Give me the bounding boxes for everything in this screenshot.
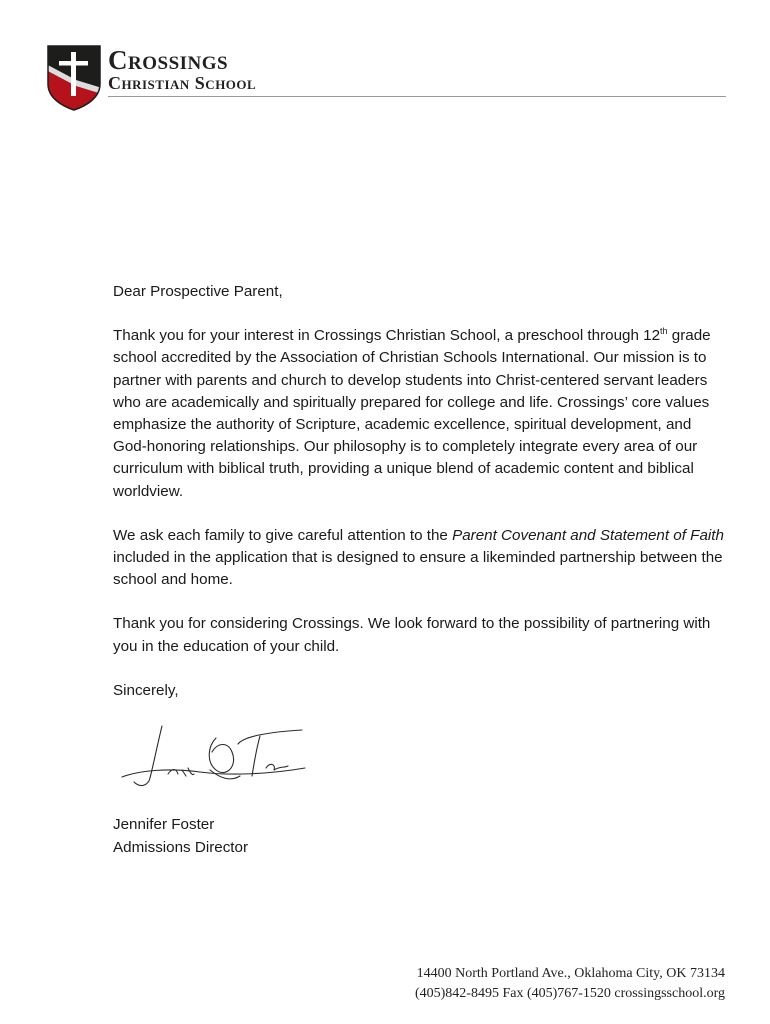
ordinal-superscript: th <box>660 326 668 337</box>
paragraph-covenant-text-b: included in the application that is designed to ensure a likeminded partnership between the school and home. <box>113 549 723 589</box>
signer-block <box>113 814 248 859</box>
paragraph-covenant <box>113 525 728 592</box>
signature <box>120 722 310 792</box>
school-name-line1: Crossings <box>108 45 229 75</box>
paragraph-intro <box>113 325 728 503</box>
school-name-line2: Christian School <box>108 73 257 93</box>
footer <box>415 964 725 1004</box>
signer-name: Jennifer Foster <box>113 816 215 833</box>
letter-body <box>113 281 728 724</box>
paragraph-covenant-text-a: We ask each family to give careful attention to the <box>113 526 453 544</box>
letterhead <box>46 44 726 104</box>
school-name <box>108 46 256 92</box>
paragraph-intro-text-b: grade school accredited by the Association of Christian Schools International. Our mission is to partner with parents and church to develop students into Christ-centered servant leaders who are academically and spiritually prepared for college and life. Crossings’ core values emphasize the authority of Scripture, academic excellence, spiritual development, and God-honoring relationships. Our philosophy is to completely integrate every area of our curriculum with biblical truth, providing a unique blend of academic content and biblical worldview. <box>113 327 711 500</box>
covenant-document-title: Parent Covenant and Statement of Faith <box>452 526 724 544</box>
closing: Sincerely, <box>113 681 179 699</box>
paragraph-thanks: Thank you for considering Crossings. We look forward to the possibility of partnering with you in the education of your child. <box>113 615 711 655</box>
shield-cross-icon <box>46 44 102 112</box>
salutation: Dear Prospective Parent, <box>113 283 283 300</box>
letterhead-divider <box>108 96 726 97</box>
paragraph-intro-text-a: Thank you for your interest in Crossings Christian School, a preschool through 12 <box>113 327 661 345</box>
footer-address: 14400 North Portland Ave., Oklahoma City, OK 73134 <box>416 966 725 981</box>
footer-contact: (405)842-8495 Fax (405)767-1520 crossingsschool.org <box>414 986 725 1001</box>
signer-title: Admissions Director <box>113 838 249 856</box>
